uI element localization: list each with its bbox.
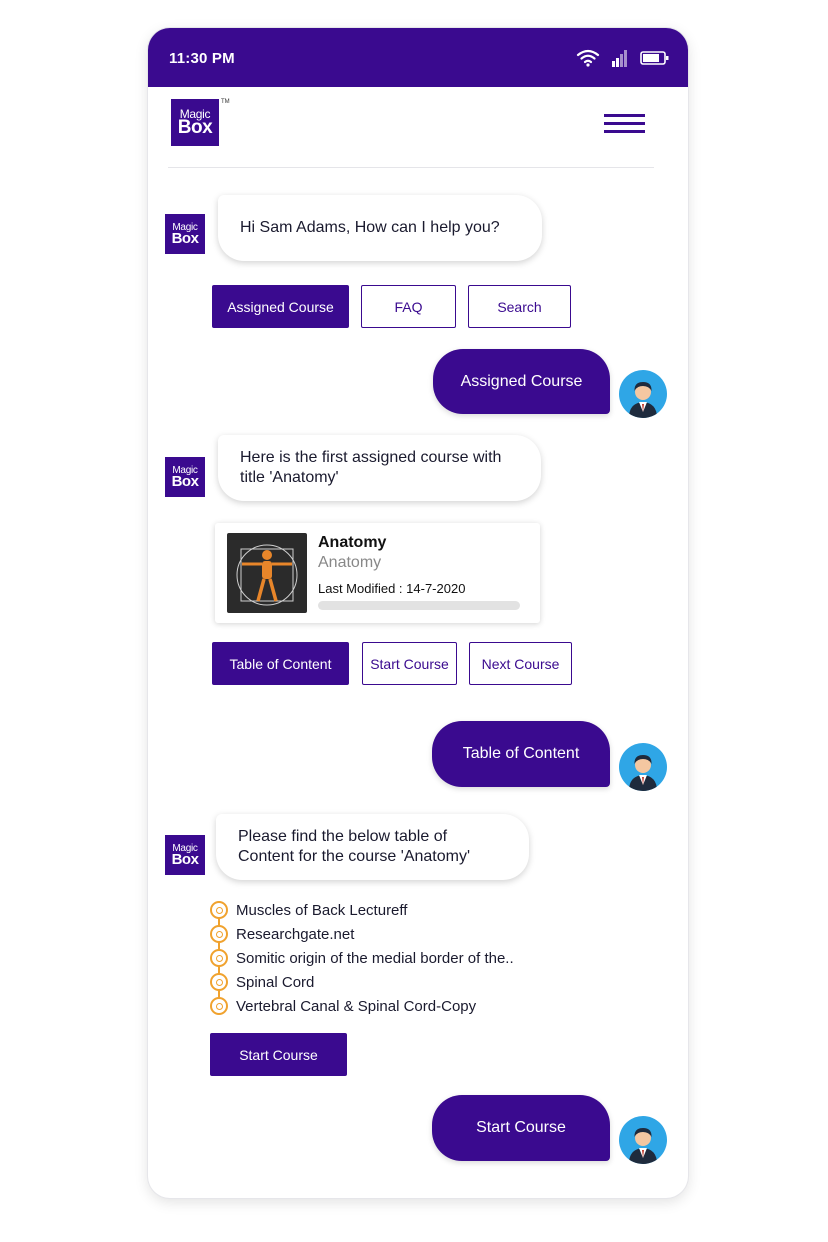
header-divider: [168, 167, 654, 168]
course-title: Anatomy: [318, 534, 387, 551]
user-avatar-icon: [619, 370, 667, 418]
user-message-assigned-course: [433, 349, 610, 414]
circle-marker-icon: [210, 949, 228, 967]
bot-avatar: [165, 835, 205, 875]
next-course-button[interactable]: Next Course: [469, 642, 572, 685]
table-of-content-button[interactable]: Table of Content: [212, 642, 349, 685]
bot-message-text: Here is the first assigned course with title 'Anatomy': [240, 449, 502, 486]
user-message-text: Assigned Course: [460, 372, 583, 390]
bot-message-text: Please find the below table of Content for the course 'Anatomy': [238, 828, 471, 865]
start-course-button[interactable]: Start Course: [210, 1033, 347, 1076]
hamburger-menu-icon[interactable]: [604, 114, 645, 133]
toc-item-label: Vertebral Canal & Spinal Cord-Copy: [236, 997, 477, 1015]
toc-item-label: Muscles of Back Lectureff: [236, 901, 408, 919]
assigned-course-button[interactable]: Assigned Course: [212, 285, 349, 328]
logo-line1: Magic: [179, 106, 211, 121]
bot-logo-line2: Box: [171, 472, 199, 490]
course-card[interactable]: [215, 523, 540, 623]
course-subtitle: Anatomy: [318, 554, 382, 571]
circle-marker-icon: [210, 997, 228, 1015]
user-message-table-of-content: [432, 721, 610, 787]
magicbox-logo[interactable]: [171, 99, 219, 146]
bot-logo-line2: Box: [171, 229, 199, 247]
toc-item[interactable]: [210, 970, 570, 994]
bot-logo-line1: Magic: [172, 842, 198, 854]
faq-button[interactable]: FAQ: [361, 285, 456, 328]
toc-item-label: Somitic origin of the medial border of the..: [236, 949, 514, 967]
circle-marker-icon: [210, 925, 228, 943]
bot-logo-line2: Box: [171, 850, 199, 868]
search-button[interactable]: Search: [468, 285, 571, 328]
circle-marker-icon: [210, 973, 228, 991]
phone-frame: [148, 28, 688, 1198]
toc-item-label: Spinal Cord: [236, 973, 315, 991]
course-thumbnail: [227, 533, 307, 613]
toc-item[interactable]: [210, 946, 570, 970]
toc-list: [210, 898, 570, 1018]
user-avatar-icon: [619, 743, 667, 791]
bot-message-first-course: [218, 435, 541, 501]
toc-item[interactable]: [210, 994, 570, 1018]
user-message-start-course: [432, 1095, 610, 1161]
bot-logo-line1: Magic: [172, 464, 198, 476]
user-message-text: Start Course: [476, 1119, 566, 1136]
bot-avatar: [165, 214, 205, 254]
user-message-text: Table of Content: [462, 745, 580, 762]
status-bar: [148, 28, 688, 87]
bot-message-toc: [216, 814, 529, 880]
course-last-modified: Last Modified : 14-7-2020: [318, 581, 466, 596]
bot-message-greeting: [218, 195, 542, 261]
logo-line2: Box: [177, 117, 213, 139]
signal-icon: [612, 49, 628, 67]
bot-logo-line1: Magic: [172, 221, 198, 233]
start-course-button[interactable]: Start Course: [362, 642, 457, 685]
status-time: 11:30 PM: [169, 50, 235, 67]
bot-message-text: Hi Sam Adams, How can I help you?: [240, 219, 500, 236]
course-progress-bar: [318, 601, 520, 610]
status-icons: [576, 48, 670, 68]
bot-avatar: [165, 457, 205, 497]
toc-item[interactable]: [210, 922, 570, 946]
app-header: [148, 87, 688, 167]
toc-item-label: Researchgate.net: [236, 925, 355, 943]
wifi-icon: [576, 49, 600, 67]
circle-marker-icon: [210, 901, 228, 919]
battery-icon: [640, 50, 670, 66]
user-avatar-icon: [619, 1116, 667, 1164]
toc-item[interactable]: [210, 898, 570, 922]
trademark-mark: TM: [221, 99, 230, 105]
